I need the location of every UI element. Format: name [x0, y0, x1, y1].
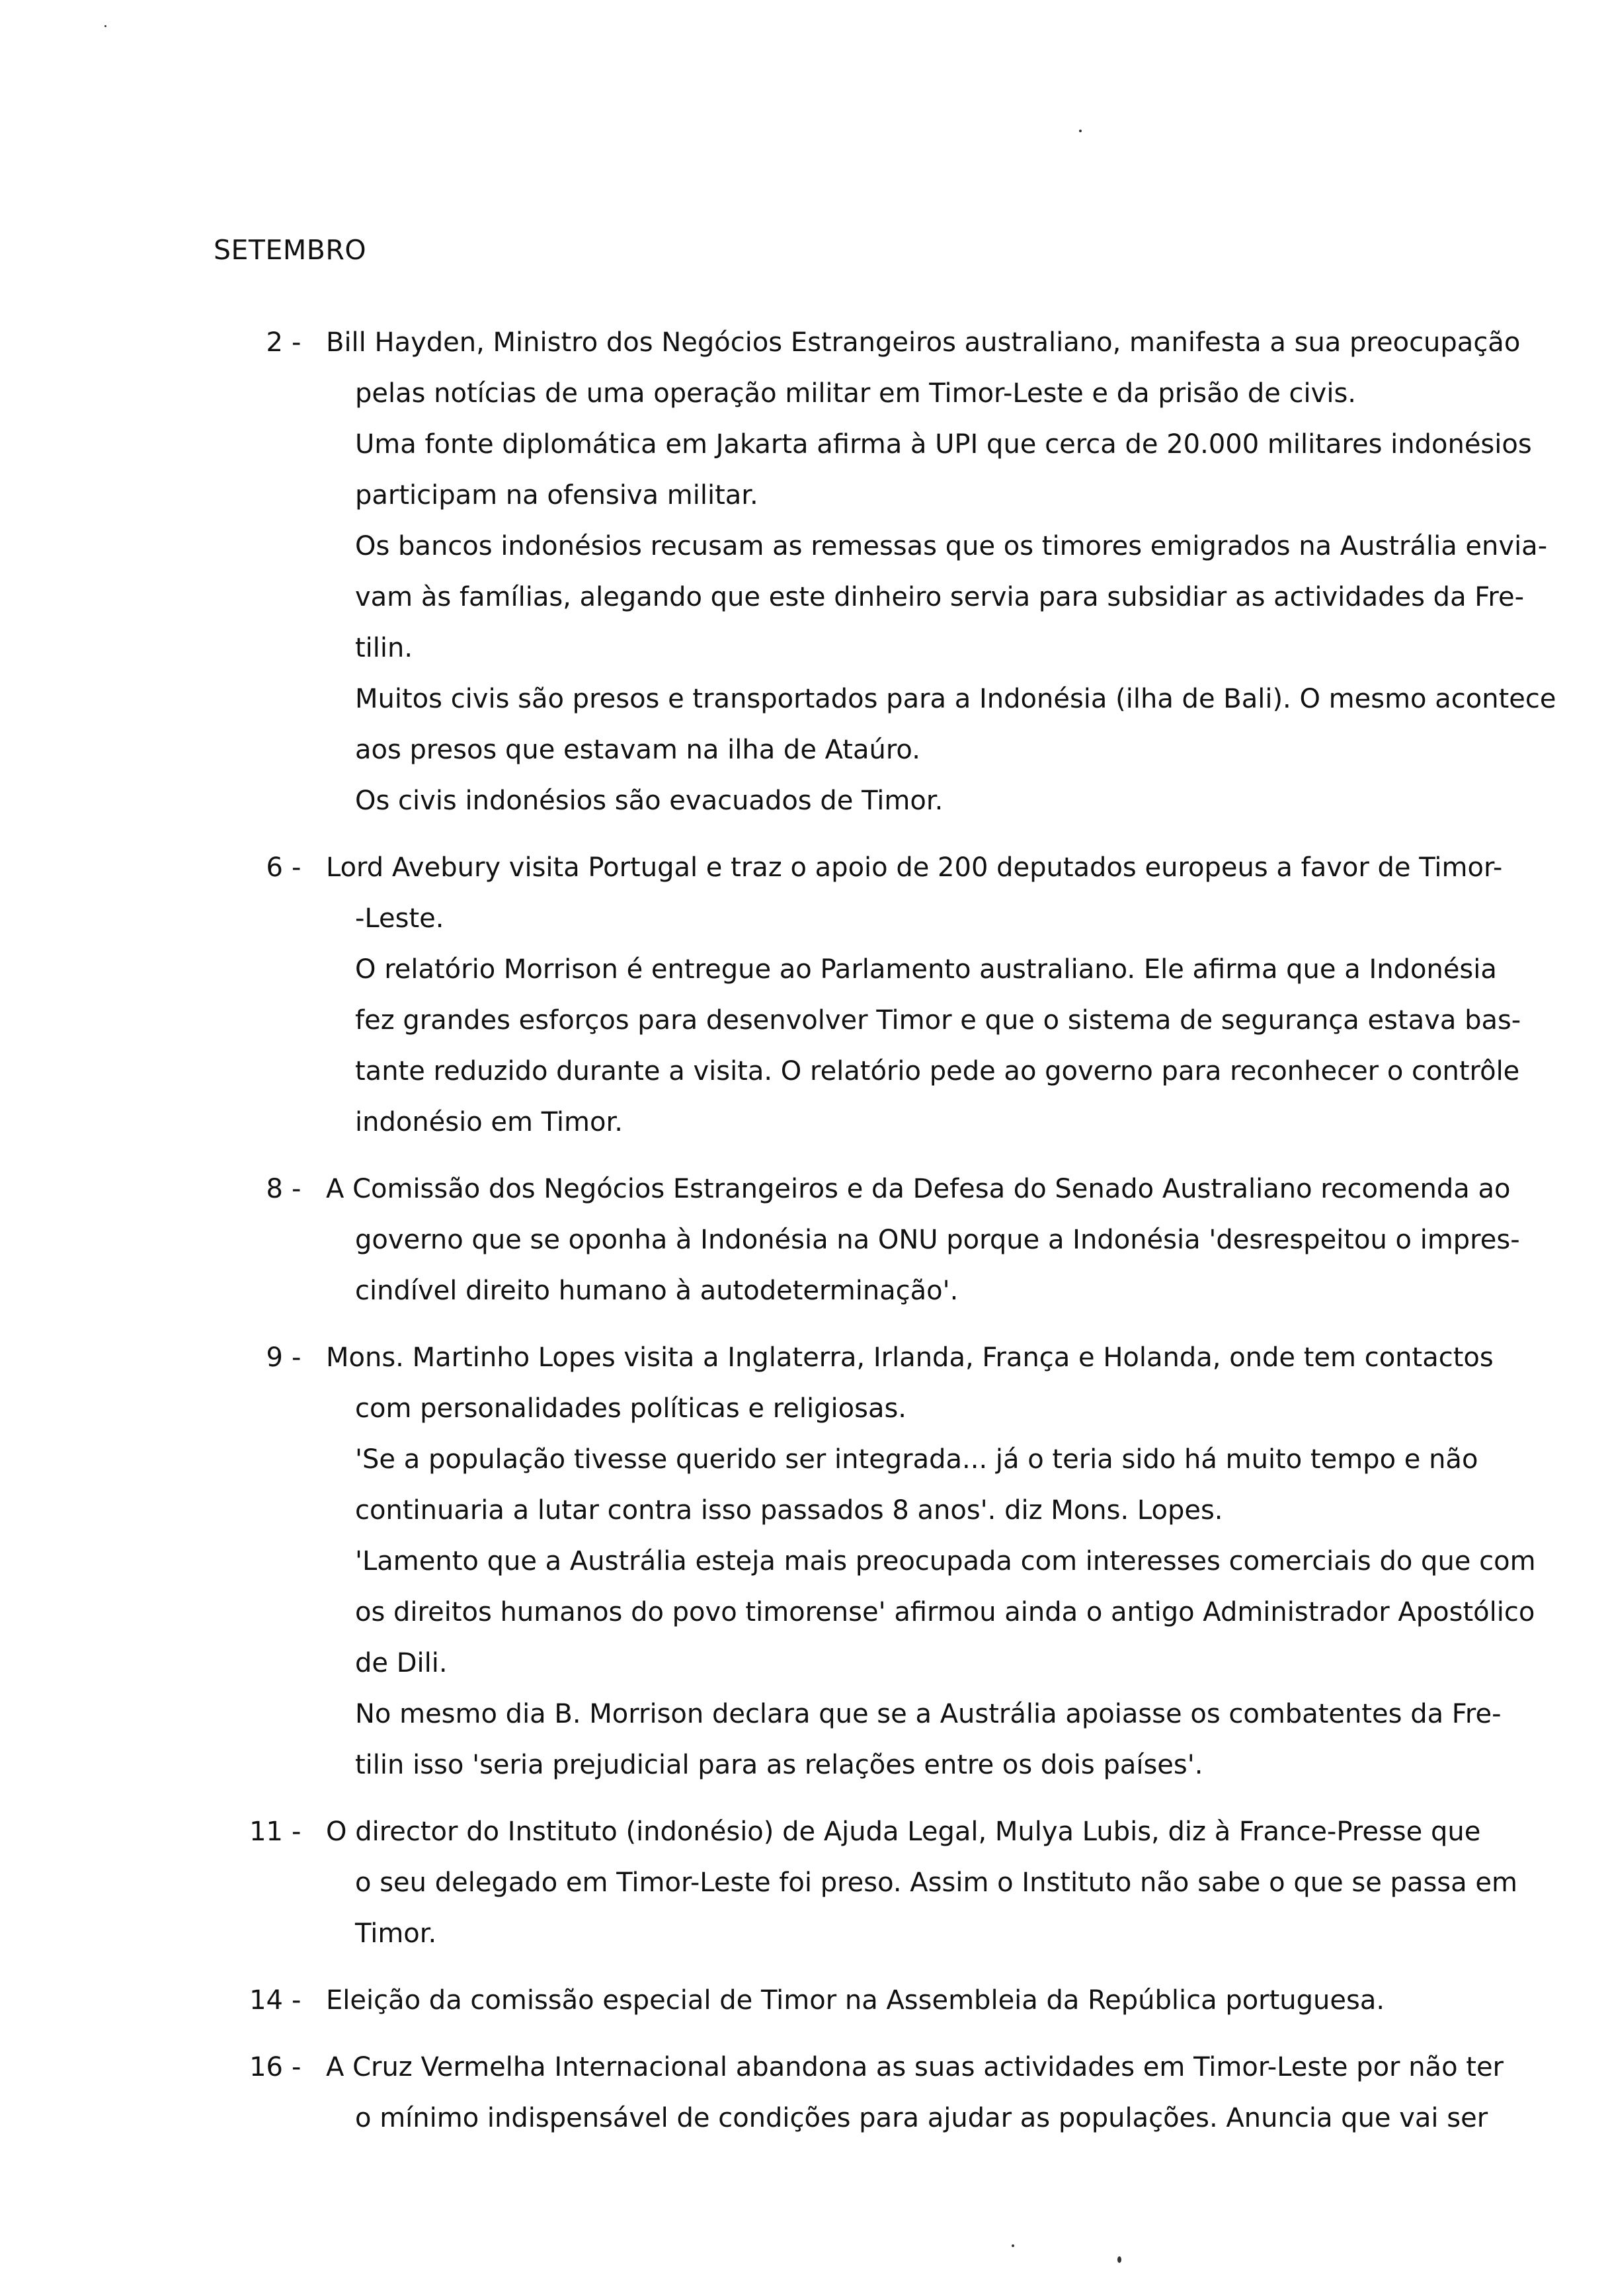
- entry-line: Muitos civis são presos e transportados para a Indonésia (ilha de Bali). O mesmo acontece: [355, 684, 1556, 714]
- chronology-entry: [214, 1164, 1576, 1317]
- entry-line: tante reduzido durante a visita. O relatório pede ao governo para reconhecer o contrôle: [355, 1056, 1520, 1086]
- entry-dash: -: [292, 1174, 302, 1204]
- entry-line: aos presos que estavam na ilha de Ataúro.: [355, 735, 920, 765]
- entry-line: cindível direito humano à autodeterminação'.: [355, 1276, 959, 1306]
- entry-line: O relatório Morrison é entregue ao Parlamento australiano. Ele afirma que a Indonésia: [355, 954, 1497, 985]
- entry-line: o mínimo indispensável de condições para ajudar as populações. Anuncia que vai ser: [355, 2103, 1488, 2133]
- chronology-entry: [214, 2042, 1576, 2144]
- entry-day: 8: [266, 1174, 283, 1204]
- entry-line: -Leste.: [355, 903, 444, 934]
- scan-speck: [104, 25, 106, 27]
- entry-text: [284, 1807, 1576, 1959]
- entry-dash: -: [292, 1817, 302, 1847]
- entry-line: fez grandes esforços para desenvolver Timor e que o sistema de segurança estava bas-: [355, 1005, 1521, 1036]
- entry-day: 9: [266, 1342, 283, 1373]
- chronology-entry: [214, 842, 1576, 1148]
- entry-line: indonésio em Timor.: [355, 1107, 623, 1137]
- entry-line: governo que se oponha à Indonésia na ONU porque a Indonésia 'desrespeitou o impres-: [355, 1225, 1520, 1255]
- chronology-entry: [214, 1332, 1576, 1791]
- month-heading: SETEMBRO: [214, 234, 367, 266]
- entry-line: Timor.: [355, 1918, 437, 1949]
- entry-dash: -: [292, 327, 302, 358]
- scan-speck: [1079, 130, 1082, 132]
- entry-line: O director do Instituto (indonésio) de Ajuda Legal, Mulya Lubis, diz à France-Presse que: [326, 1817, 1481, 1847]
- entry-text: [284, 1164, 1576, 1317]
- entry-line: Bill Hayden, Ministro dos Negócios Estrangeiros australiano, manifesta a sua preocupação: [326, 327, 1521, 358]
- chronology-list: [214, 317, 1576, 2160]
- entry-line: o seu delegado em Timor-Leste foi preso. Assim o Instituto não sabe o que se passa em: [355, 1867, 1517, 1898]
- entry-line: tilin isso 'seria prejudicial para as relações entre os dois países'.: [355, 1750, 1203, 1780]
- entry-text: [284, 317, 1576, 827]
- scan-speck: [1117, 2256, 1121, 2263]
- entry-day: 2: [266, 327, 283, 358]
- entry-dash: -: [292, 852, 302, 883]
- entry-text: [284, 1975, 1576, 2026]
- entry-dash: -: [292, 1985, 302, 2016]
- entry-line: de Dili.: [355, 1648, 448, 1678]
- entry-line: pelas notícias de uma operação militar em Timor-Leste e da prisão de civis.: [355, 378, 1357, 409]
- entry-line: Uma fonte diplomática em Jakarta afirma à UPI que cerca de 20.000 militares indonésios: [355, 429, 1532, 460]
- entry-text: [284, 2042, 1576, 2144]
- entry-line: vam às famílias, alegando que este dinheiro servia para subsidiar as actividades da Fre-: [355, 582, 1525, 612]
- entry-line: tilin.: [355, 633, 413, 663]
- entry-line: os direitos humanos do povo timorense' afirmou ainda o antigo Administrador Apostólico: [355, 1597, 1535, 1627]
- entry-line: participam na ofensiva militar.: [355, 480, 758, 511]
- entry-line: No mesmo dia B. Morrison declara que se a Austrália apoiasse os combatentes da Fre-: [355, 1699, 1502, 1729]
- entry-line: 'Se a população tivesse querido ser integrada... já o teria sido há muito tempo e não: [355, 1444, 1478, 1475]
- scan-speck: [1012, 2244, 1014, 2247]
- entry-line: Os civis indonésios são evacuados de Timor.: [355, 786, 944, 816]
- entry-dash: -: [292, 2052, 302, 2082]
- entry-line: A Cruz Vermelha Internacional abandona as suas actividades em Timor-Leste por não ter: [326, 2052, 1504, 2082]
- entry-day: 11: [249, 1817, 283, 1847]
- entry-line: Mons. Martinho Lopes visita a Inglaterra, Irlanda, França e Holanda, onde tem contactos: [326, 1342, 1494, 1373]
- entry-line: 'Lamento que a Austrália esteja mais preocupada com interesses comerciais do que com: [355, 1546, 1536, 1577]
- chronology-entry: [214, 1975, 1576, 2026]
- chronology-entry: [214, 317, 1576, 827]
- entry-day: 16: [249, 2052, 283, 2082]
- entry-text: [284, 842, 1576, 1148]
- entry-line: Os bancos indonésios recusam as remessas que os timores emigrados na Austrália envia-: [355, 531, 1548, 561]
- entry-line: continuaria a lutar contra isso passados 8 anos'. diz Mons. Lopes.: [355, 1495, 1223, 1526]
- entry-day: 14: [249, 1985, 283, 2016]
- entry-text: [284, 1332, 1576, 1791]
- entry-dash: -: [292, 1342, 302, 1373]
- entry-line: Eleição da comissão especial de Timor na Assembleia da República portuguesa.: [326, 1985, 1385, 2016]
- entry-line: com personalidades políticas e religiosas.: [355, 1393, 907, 1424]
- entry-day: 6: [266, 852, 283, 883]
- entry-line: A Comissão dos Negócios Estrangeiros e da Defesa do Senado Australiano recomenda ao: [326, 1174, 1511, 1204]
- entry-line: Lord Avebury visita Portugal e traz o apoio de 200 deputados europeus a favor de Timor-: [326, 852, 1503, 883]
- chronology-entry: [214, 1807, 1576, 1959]
